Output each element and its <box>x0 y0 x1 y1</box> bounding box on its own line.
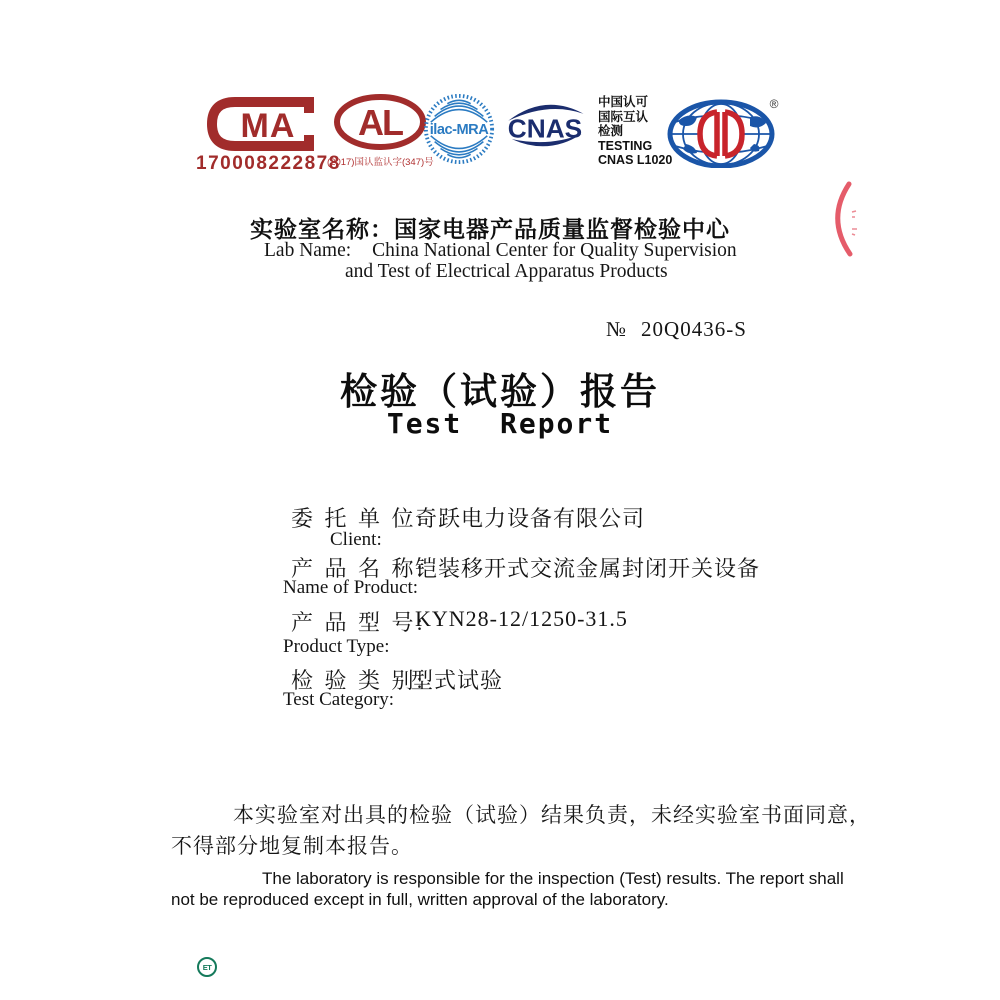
lab-name-en-text: China National Center for Quality Supervision <box>372 240 737 261</box>
lab-name-en-line1 <box>264 240 737 262</box>
report-number <box>606 317 747 342</box>
lab-name-en-label: Lab Name: <box>264 240 352 261</box>
field-value: 铠装移开式交流金属封闭开关设备 <box>415 556 761 581</box>
accreditation-line: 中国认可 <box>598 95 649 109</box>
field-label-cn: 产 品 名 称: <box>291 556 426 581</box>
report-title-cn: 检验（试验）报告 <box>340 371 660 412</box>
et-mark-letters: ET <box>202 962 212 972</box>
cma-mark-icon <box>205 96 331 152</box>
field-label-en: Product Type: <box>283 636 390 657</box>
seal-arc-icon <box>823 181 857 257</box>
red-seal-fragment <box>823 181 857 262</box>
disclaimer-cn-line1: 本实验室对出具的检验（试验）结果负责，未经实验室书面同意， <box>233 803 871 827</box>
report-number-value: 20Q0436-S <box>641 317 747 341</box>
cnas-letters: CNAS <box>507 113 583 144</box>
accreditation-line: 国际互认 <box>598 109 649 124</box>
field-label-cn: 检 验 类 别: <box>291 668 426 693</box>
field-label-en: Client: <box>330 529 382 550</box>
cal-certificate-number: (2017)国认监认字(347)号 <box>327 157 434 168</box>
cma-letters: MA <box>240 107 296 145</box>
field-value: KYN28-12/1250-31.5 <box>415 606 628 631</box>
ilac-mra-logo <box>422 92 496 166</box>
cma-logo <box>196 96 341 175</box>
report-title-en: Test Report <box>386 407 614 440</box>
field-value: 奇跃电力设备有限公司 <box>415 506 646 531</box>
globe-certification-logo <box>666 96 782 168</box>
disclaimer-en-line1: The laboratory is responsible for the inspection (Test) results. The report shall <box>262 869 844 888</box>
field-label-en: Test Category: <box>283 689 395 710</box>
accreditation-line: TESTING <box>598 138 653 153</box>
report-number-label: № <box>606 317 627 341</box>
cnas-mark-icon <box>503 98 587 154</box>
lab-name-en-line2: and Test of Electrical Apparatus Products <box>345 261 668 282</box>
accreditation-line: 检测 <box>598 124 624 139</box>
ilac-mra-letters: ilac-MRA <box>429 121 489 138</box>
cal-mark-icon <box>331 94 429 152</box>
cma-certificate-number: 170008222878 <box>196 153 341 174</box>
field-label-cn: 委 托 单 位: <box>291 506 426 531</box>
disclaimer-en-line2: not be reproduced except in full, written approval of the laboratory. <box>171 890 669 909</box>
lab-name-cn: 实验室名称：国家电器产品质量监督检验中心 <box>250 216 730 242</box>
disclaimer-cn-line2: 不得部分地复制本报告。 <box>171 834 413 858</box>
cnas-accreditation-text <box>598 95 672 168</box>
field-label-en: Name of Product: <box>283 577 419 598</box>
cnas-logo <box>503 98 587 154</box>
globe-icon <box>666 96 782 168</box>
field-label-cn: 产 品 型 号: <box>291 610 426 635</box>
et-mark-icon <box>197 957 217 977</box>
cal-letters: AL <box>358 102 403 143</box>
accreditation-line: CNAS L1020 <box>598 153 673 168</box>
registered-trademark-symbol: ® <box>769 97 779 111</box>
field-value: 型式试验 <box>411 668 504 693</box>
ilac-mra-icon <box>422 92 496 166</box>
cal-logo <box>327 94 434 168</box>
